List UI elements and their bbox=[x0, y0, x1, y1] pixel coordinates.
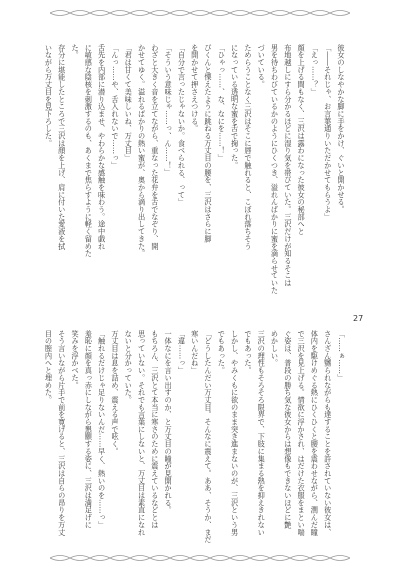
text-line: しかし、やみくもに欲のまま突き進まないのが、三沢という男 bbox=[230, 330, 240, 536]
text-line: 「――それじゃ、お言葉通りいただかせてもらうよ」 bbox=[323, 44, 333, 221]
text-line: 存分に堪能したところで三沢は顔を上げ、肩に付いた愛液を拭 bbox=[57, 44, 67, 250]
text-line: いながら万丈目を見下ろした。 bbox=[44, 44, 54, 147]
text-line: た。 bbox=[71, 44, 81, 59]
text-line: 羞恥に顔を真っ赤にしながら懇願する姿に、三沢は満足げに bbox=[84, 330, 94, 529]
text-line: 「んっ……や、舌入れないで……っ」 bbox=[110, 44, 120, 169]
text-line: わざと大きく音を立てながら、重なった花弁を舌でなぞり、開 bbox=[150, 44, 160, 250]
text-line: でもあった。 bbox=[217, 330, 227, 375]
text-line: 体内を駆けめぐる熱にひくひくと腰を震わせながら、潤んだ瞳 bbox=[310, 330, 320, 536]
text-line: 寒いんだね」 bbox=[190, 330, 200, 375]
text-line: 「……ぁ……」 bbox=[337, 330, 346, 382]
text-line: 男を待ちわびているかのようにひくつき、溢れんばかりに蜜を滴らせていた bbox=[270, 44, 280, 294]
text-line: 笑みを浮かべた。 bbox=[71, 330, 81, 389]
text-line: 「君は甘くて美味しいね、万丈目」 bbox=[124, 44, 134, 162]
text-line: 「触れるだけじゃ足りないんだ……早く、熱いのを……っ」 bbox=[97, 330, 107, 529]
text-line: 万丈目は息を詰め、震える声で呟く。 bbox=[110, 330, 120, 455]
text-line: さんざん嬲られながらも達することを許されていない彼女は、 bbox=[323, 330, 333, 536]
text-line: ないと分かっていた。 bbox=[124, 330, 134, 404]
text-line: めかしい。 bbox=[270, 330, 280, 367]
text-section-bottom bbox=[42, 330, 348, 544]
text-line: びくんと慄えたように跳ねる万丈目の腰を、三沢はさらに脚 bbox=[204, 44, 214, 243]
text-line: でもあった。 bbox=[243, 330, 253, 375]
text-line: 舌先を内部に潜り込ませ、やわらかな感触を味わう。途中戯れ bbox=[97, 44, 107, 250]
decorative-border-top bbox=[50, 8, 350, 18]
text-line: 「違……っ」 bbox=[177, 330, 187, 375]
text-line: 「そういう意味じゃ……っ、ん……！」 bbox=[164, 44, 174, 177]
text-line: もちろん、三沢とて本当に寒さのために震えているなどとは bbox=[150, 330, 160, 529]
text-section-top bbox=[42, 44, 348, 294]
ornament-top-icon bbox=[50, 8, 350, 18]
text-line: かせてゆく。溢れるばかりの熱い蜜が、奥から滴り出してきた。 bbox=[137, 44, 147, 258]
text-line: 思っていない。それでも言葉にしないと、万丈目は素直になれ bbox=[137, 330, 147, 536]
text-line: 三沢の理性もそろそろ限界で、下肢に集まる熱を抑えきれない bbox=[257, 330, 267, 536]
text-line: 布地越しにすら分かるほどに湿り気を帯びていた。三沢だけが知るそこは bbox=[283, 44, 293, 287]
text-line: を開かせて押さえつける。 bbox=[190, 44, 200, 133]
decorative-border-bottom bbox=[50, 553, 350, 563]
text-line: ぐ姿は、普段の勝ち気な彼女からは想像もできないほどに艶 bbox=[283, 330, 293, 529]
text-line: 目の膣内へと埋めた。 bbox=[44, 330, 54, 404]
ornament-bottom-icon bbox=[50, 553, 350, 563]
text-line: 「どうしたんだい万丈目。そんなに震えて。ああ、そうか、まだ bbox=[204, 330, 214, 544]
text-line: 「えっ……？」 bbox=[310, 44, 320, 96]
page-number: 27 bbox=[353, 314, 364, 323]
text-line: で三沢を見上げる。情欲に浮かされ、はだけた衣服をまとい喘 bbox=[297, 330, 307, 536]
text-line: に敏感な陰核を刺激するのも、あくまで焦らすように軽く留めた bbox=[84, 44, 94, 258]
text-line: 「ひゃっ……、な、なにを……！」 bbox=[217, 44, 227, 162]
text-line: 顔を上げる間もなく、三沢は露わになった彼女の秘部へと bbox=[297, 44, 307, 236]
text-line: そう言いながら片手で前を寛げると、三沢は自らの昂りを万丈 bbox=[57, 330, 67, 536]
text-line: 彼女のしなやかな脚に手をかけ、ぐいと開かせる。 bbox=[337, 44, 346, 214]
text-line: ためらうことなく三沢はそこに唇で触れると、こぼれ落ちそう bbox=[243, 44, 253, 250]
text-line: になっている透明な蜜を舌で掬った。 bbox=[230, 44, 240, 169]
text-line: づいている。 bbox=[257, 44, 267, 89]
text-line: 「自分で言ったじゃないか。食べられる、って」 bbox=[177, 44, 187, 206]
text-line: 一体なにを言い出すのか、と万丈目の瞳が見開かれる。 bbox=[164, 330, 174, 514]
